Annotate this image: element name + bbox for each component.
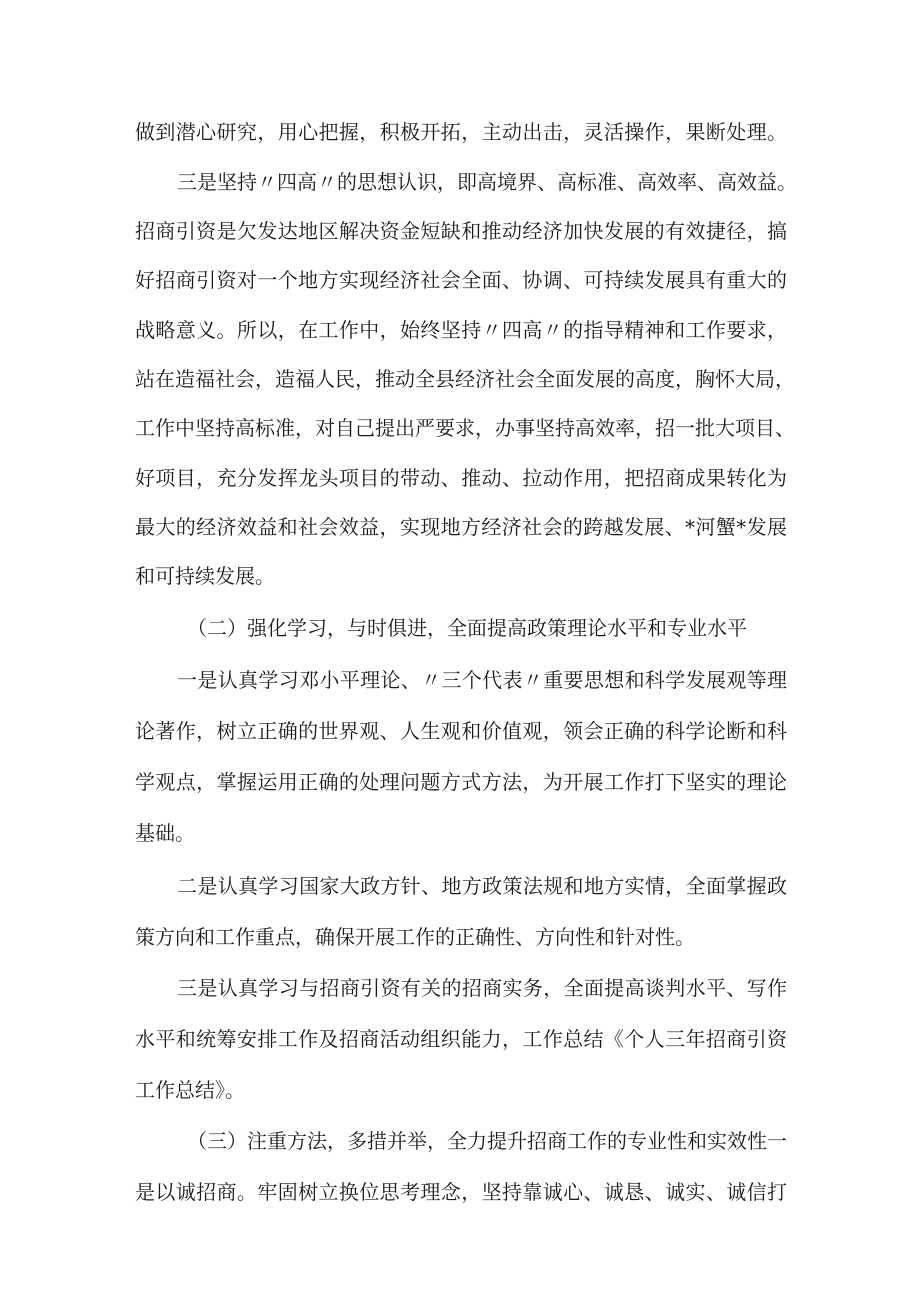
text-line: 和可持续发展。 [135,564,275,588]
text-line: 做到潜心研究，用心把握，积极开拓，主动出击，灵活操作，果断处理。 [135,120,787,144]
text-line: 最大的经济效益和社会效益，实现地方经济社会的跨越发展、*河蟹*发展 [135,515,787,539]
text-line: 学观点，掌握运用正确的处理问题方式方法，为开展工作打下坚实的理论 [135,770,787,794]
text-line: 三是认真学习与招商引资有关的招商实务，全面提高谈判水平、写作 [177,976,787,1000]
text-line: 一是认真学习邓小平理论、〃三个代表〃重要思想和科学发展观等理 [177,668,787,692]
section-heading: （三）注重方法，多措并举，全力提升招商工作的专业性和实效性一 [187,1129,787,1153]
text-line: 三是坚持〃四高〃的思想认识，即高境界、高标准、高效率、高效益。 [177,170,797,194]
text-line: 是以诚招商。牢固树立换位思考理念，坚持靠诚心、诚恳、诚实、诚信打 [135,1180,787,1204]
text-line: 工作总结》。 [135,1078,245,1102]
text-line: 工作中坚持高标准，对自己提出严要求，办事坚持高效率，招一批大项目、 [135,416,795,440]
text-line: 基础。 [135,821,195,845]
text-line: 好项目，充分发挥龙头项目的带动、推动、拉动作用，把招商成果转化为 [135,466,787,490]
text-line: 论著作，树立正确的世界观、人生观和价值观，领会正确的科学论断和科 [135,719,787,743]
text-line: 战略意义。所以，在工作中，始终坚持〃四高〃的指导精神和工作要求， [135,318,787,342]
text-line: 水平和统筹安排工作及招商活动组织能力，工作总结《个人三年招商引资 [135,1027,787,1051]
text-line: 站在造福社会，造福人民，推动全县经济社会全面发展的高度，胸怀大局， [135,367,795,391]
text-line: 好招商引资对一个地方实现经济社会全面、协调、可持续发展具有重大的 [135,268,787,292]
section-heading: （二）强化学习，与时俱进，全面提高政策理论水平和专业水平 [187,616,747,640]
text-line: 二是认真学习国家大政方针、地方政策法规和地方实情，全面掌握政 [177,874,787,898]
text-line: 策方向和工作重点，确保开展工作的正确性、方向性和针对性。 [135,925,695,949]
text-line: 招商引资是欠发达地区解决资金短缺和推动经济加快发展的有效捷径，搞 [135,219,787,243]
